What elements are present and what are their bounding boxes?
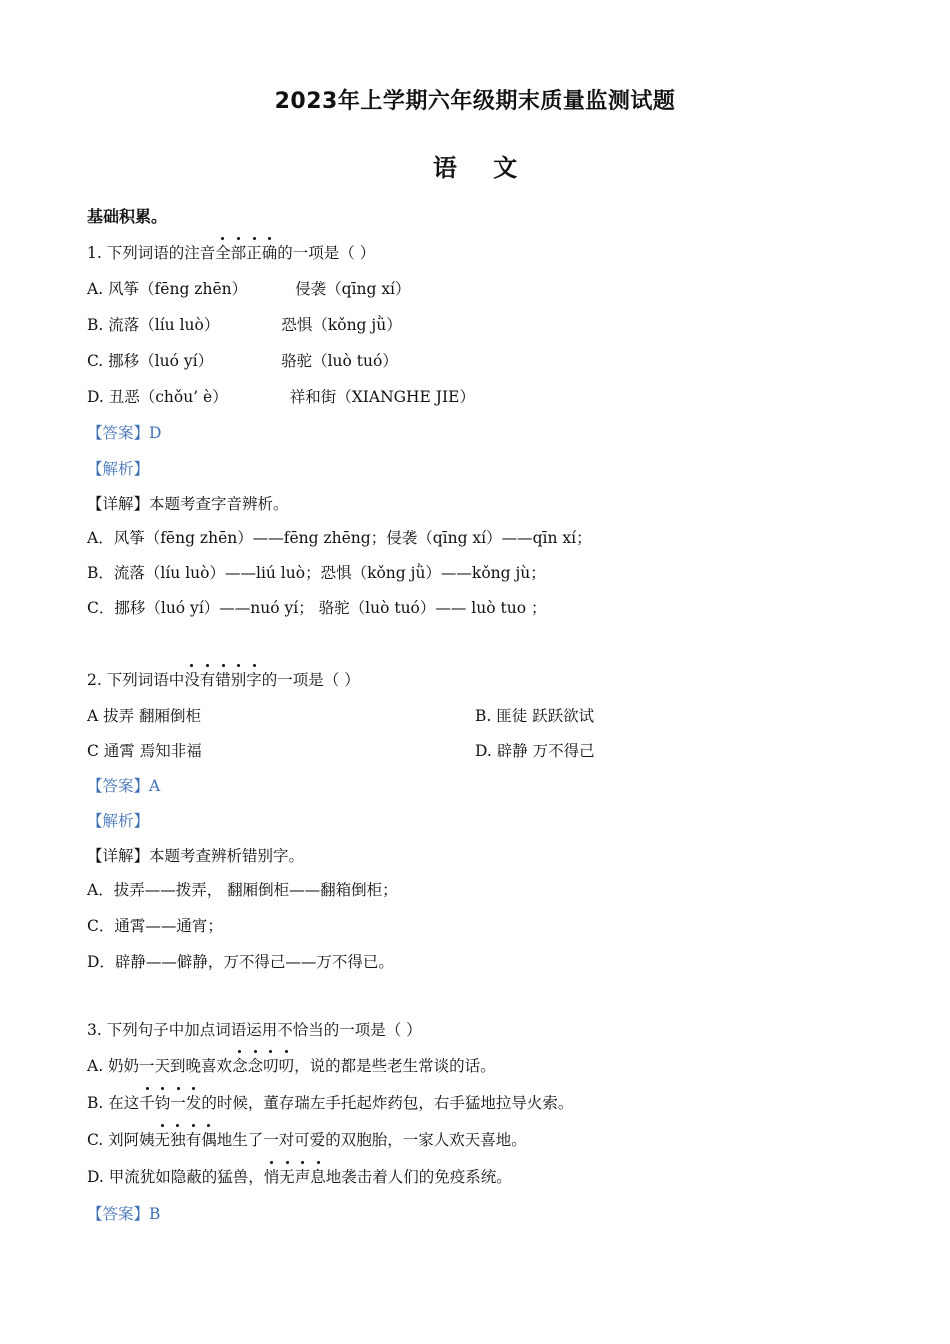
q1-detail — [87, 494, 289, 514]
q1-option-d-right: 祥和街（XIANGHE JIE） — [289, 388, 475, 406]
q1-detail-a: A．风筝（fēng zhēn）——fēng zhēng；侵袭（qīng xí）——qīn xí； — [87, 529, 592, 547]
dotted-char: 有 — [185, 1131, 202, 1149]
q2-option-d: D. 辟静 万不得己 — [475, 742, 595, 760]
dotted-char: 部 — [230, 244, 247, 262]
q1-option-b — [87, 315, 402, 335]
q2-option-b: B. 匪徒 跃跃欲试 — [475, 707, 595, 725]
exam-title: 2023年上学期六年级期末质量监测试题 — [274, 89, 676, 114]
q3-option-c-pre: C. 刘阿姨 — [87, 1131, 155, 1149]
q1-option-a-right: 侵袭（qīng xí） — [295, 280, 411, 298]
q2-option-c: C 通霄 焉知非福 — [87, 742, 202, 760]
q2-stem — [87, 670, 360, 690]
q3-option-b-pre: B. 在这 — [87, 1094, 140, 1112]
q1-stem — [87, 243, 375, 263]
dotted-char: 声 — [294, 1168, 311, 1186]
q3-answer: 【答案】B — [87, 1205, 161, 1223]
q1-detail-c: C．挪移（luó yí）——nuó yí； 骆驼（luò tuó）—— luò tuo ； — [87, 599, 547, 617]
dotted-char: 有 — [199, 671, 216, 689]
q1-option-a — [87, 279, 411, 299]
dotted-char: 字 — [246, 671, 262, 689]
section-heading: 基础积累。 — [87, 207, 168, 226]
dotted-char: 全 — [215, 244, 231, 262]
q1-option-d-left: D. 丑恶（chǒu’ è） — [87, 388, 228, 406]
dotted-char: 正 — [246, 244, 262, 262]
q3-option-a-post: ，说的都是些老生常谈的话。 — [294, 1057, 496, 1075]
q2-detail-a: A．拔弄——拨弄， 翻厢倒柜——翻箱倒柜； — [87, 881, 398, 899]
q1-option-d — [87, 387, 475, 407]
dotted-char: 独 — [170, 1131, 186, 1149]
q2-detail — [87, 846, 304, 866]
dotted-char: 钧 — [154, 1094, 171, 1112]
q1-option-b-left: B. 流落（líu luò） — [87, 316, 220, 334]
q1-answer: 【答案】D — [87, 424, 162, 442]
dotted-char: 发 — [185, 1094, 202, 1112]
q2-detail-d: D．辟静——僻静，万不得己——万不得已。 — [87, 953, 394, 971]
q3-option-b — [87, 1093, 573, 1113]
q2-analysis: 【解析】 — [87, 812, 150, 830]
q3-option-c — [87, 1130, 527, 1150]
q1-detail-text: 本题考查字音辨析。 — [149, 495, 289, 513]
q1-detail-b: B．流落（líu luò）——liú luò；恐惧（kǒng jǜ）——kǒng jù； — [87, 564, 546, 582]
dotted-char: 悄 — [263, 1168, 280, 1186]
q2-detail-label: 【详解】 — [87, 847, 150, 865]
dotted-char: 一 — [170, 1094, 186, 1112]
dotted-char: 没 — [184, 671, 200, 689]
q3-option-a-pre: A. 奶奶一天到晚喜欢 — [87, 1057, 233, 1075]
dotted-char: 念 — [232, 1057, 248, 1075]
dotted-char: 错 — [215, 671, 231, 689]
q1-detail-label: 【详解】 — [87, 495, 150, 513]
dotted-char: 千 — [139, 1094, 155, 1112]
q1-stem-post: 的一项是（ ） — [277, 244, 376, 262]
dotted-char: 无 — [154, 1131, 171, 1149]
q1-analysis: 【解析】 — [87, 460, 150, 478]
q2-option-a: A 拔弄 翻厢倒柜 — [87, 707, 202, 725]
q3-option-c-post: 地生了一对可爱的双胞胎，一家人欢天喜地。 — [216, 1131, 527, 1149]
dotted-char: 别 — [230, 671, 247, 689]
q2-answer: 【答案】A — [87, 777, 161, 795]
q3-stem: 3. 下列句子中加点词语运用不恰当的一项是（ ） — [87, 1021, 422, 1039]
q2-detail-text: 本题考查辨析错别字。 — [149, 847, 305, 865]
dotted-char: 确 — [261, 244, 278, 262]
q3-option-a — [87, 1056, 496, 1076]
q2-detail-c: C．通霄——通宵； — [87, 917, 223, 935]
q3-option-b-post: 的时候，董存瑞左手托起炸药包，右手猛地拉导火索。 — [201, 1094, 574, 1112]
dotted-char: 叨 — [263, 1057, 279, 1075]
dotted-char: 念 — [247, 1057, 264, 1075]
q2-stem-post: 的一项是（ ） — [261, 671, 360, 689]
q1-option-a-left: A. 风筝（fēng zhēn） — [87, 280, 248, 298]
dotted-char: 无 — [279, 1168, 295, 1186]
dotted-char: 偶 — [201, 1131, 217, 1149]
dotted-char: 叨 — [278, 1057, 295, 1075]
q3-option-d-post: 地袭击着人们的免疫系统。 — [325, 1168, 512, 1186]
q1-option-b-right: 恐惧（kǒng jǜ） — [281, 316, 402, 334]
q1-option-c-right: 骆驼（luò tuó） — [281, 352, 398, 370]
q1-option-c-left: C. 挪移（luó yí） — [87, 352, 214, 370]
q1-option-c — [87, 351, 398, 371]
q2-stem-pre: 2. 下列词语中 — [87, 671, 185, 689]
q3-option-d — [87, 1167, 512, 1187]
q1-stem-pre: 1. 下列词语的注音 — [87, 244, 216, 262]
subject-title: 语 文 — [432, 154, 532, 182]
dotted-char: 息 — [310, 1168, 326, 1186]
q3-option-d-pre: D. 甲流犹如隐蔽的猛兽， — [87, 1168, 264, 1186]
